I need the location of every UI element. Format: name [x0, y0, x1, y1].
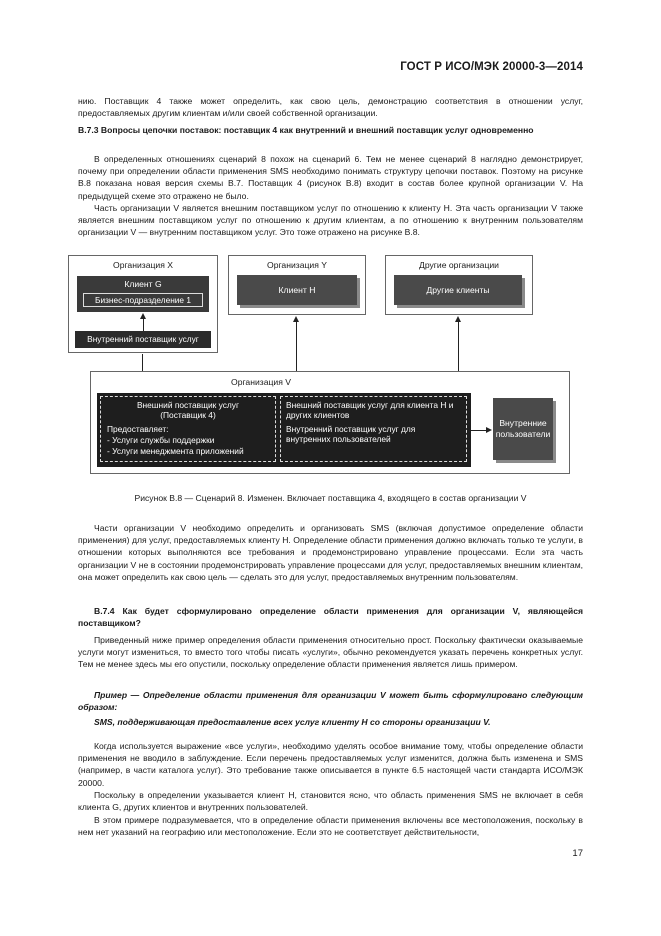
paragraph: Приведенный ниже пример определения области применения относительно прост. Поскольку фактически оказываемые услуги могут измениться, то вместо того чтобы писать «услуги», обычно рекомендуется указать перечень конкретных услуг. Тем не менее здесь мы его опустили, поскольку определение области применения является лишь примером. [78, 635, 583, 670]
paragraph: Часть организации V является внешним поставщиком услуг по отношению к клиенту Н. Эта часть организации V также является внешним поставщиком услуг по отношению к другим клиентам, а по отношению к внутренним пользователям организации V — внутренним поставщиком услуг. Это тоже отражено на рисунке В.8. [78, 203, 583, 238]
org-v-provider-block [97, 393, 471, 467]
paragraph: нию. Поставщик 4 также может определить, как свою цель, демонстрацию соответствия в отношении услуг, предоставляемых другим клиентам и/или своей собственной организации. [78, 96, 583, 119]
provides-item: - Услуги менеджмента приложений [107, 446, 244, 456]
client-h-box: Клиент Н [237, 275, 357, 305]
external-provider-4-section [100, 396, 276, 462]
example-text: SMS, поддерживающая предоставление всех услуг клиенту Н со стороны организации V. [94, 717, 491, 727]
arrow-up-icon [455, 316, 461, 322]
client-g-box [77, 276, 209, 312]
paragraph: В определенных отношениях сценарий 8 похож на сценарий 6. Тем не менее сценарий 8 наглядно демонстрирует, почему при определении области применения SMS необходимо понимать структуру цепочки поставок. Поэтому на рисунке В.8 показана новая версия схемы В.7. Поставщик 4 (рисунок В.8) входит в состав более крупной организации V. На предыдущей схеме это отражено не было. [78, 154, 583, 201]
section-heading-b74: В.7.4 Как будет сформулировано определение области применения для организации V, являющейся поставщиком? [78, 606, 583, 629]
ext-provider-h-label: Внешний поставщик услуг для клиента Н и других клиентов [286, 400, 454, 420]
arrow-up-icon [140, 313, 146, 319]
ext-provider-subtitle: (Поставщик 4) [160, 410, 216, 420]
other-clients-box: Другие клиенты [394, 275, 522, 305]
internal-users-box: Внутренние пользователи [493, 398, 553, 460]
provides-label: Предоставляет: [107, 424, 169, 434]
paragraph: Когда используется выражение «все услуги», необходимо уделять особое внимание тому, чтобы определение области применения не вводило в заблуждение. Если перечень предоставляемых услуг изменится, должна быть изменена и SMS (например, в части каталога услуг). Это требование также описывается в пункте 6.5 настоящей части стандарта ИСО/МЭК 20000. [78, 741, 583, 788]
org-y-box [228, 255, 366, 315]
org-x-box [68, 255, 218, 353]
paragraph: Части организации V необходимо определить и организовать SMS (включая допустимое определение области применения) для услуг, предоставляемых клиенту Н. Определение области применения должно включать только те услуги, в отношении которых выполняются все требования и продемонстрировано управление процессами. Если эта часть организации V не в состоянии продемонстрировать управление процессами для услуг, предоставляемых внешним клиентам, она может определить как свою цель — сделать это для услуг, предоставляемых внутренним пользователям. [78, 523, 583, 582]
arrow-right-icon [486, 427, 492, 433]
other-orgs-label: Другие организации [419, 260, 499, 270]
org-v-box [90, 371, 570, 474]
figure-caption: Рисунок В.8 — Сценарий 8. Изменен. Включает поставщика 4, входящего в состав организации V [134, 493, 527, 503]
paragraph: В этом примере подразумевается, что в определение области применения включены все местоположения, поскольку в нем нет указаний на географию или местоположение. Если это не соответствует действительности, [78, 815, 583, 838]
connector-line [471, 430, 487, 431]
client-g-label: Клиент G [124, 279, 162, 289]
diagram-figure-b8 [60, 250, 580, 480]
connector-line [143, 318, 144, 331]
arrow-up-icon [293, 316, 299, 322]
org-y-label: Организация Y [267, 260, 327, 270]
ext-provider-title: Внешний поставщик услуг [136, 400, 240, 410]
page-number: 17 [572, 848, 583, 859]
paragraph: Поскольку в определении указывается клиент Н, становится ясно, что область применения SMS не включает в себя клиента G, других клиентов и внутренних пользователей. [78, 790, 583, 813]
int-provider-users-label: Внутренний поставщик услуг для внутренних пользователей [286, 424, 416, 444]
document-header: ГОСТ Р ИСО/МЭК 20000-3—2014 [400, 61, 583, 73]
client-h-provider-section [280, 396, 467, 462]
section-heading-b73: В.7.3 Вопросы цепочки поставок: поставщик 4 как внутренний и внешний поставщик услуг одновременно [78, 125, 534, 135]
provides-item: - Услуги службы поддержки [107, 435, 215, 445]
internal-provider-box: Внутренний поставщик услуг [75, 331, 211, 348]
org-v-label: Организация V [231, 377, 291, 387]
other-orgs-box [385, 255, 533, 315]
org-x-label: Организация Х [113, 260, 173, 270]
example-title: Пример — Определение области применения для организации V может быть сформулировано следующим образом: [78, 690, 583, 713]
business-unit-label: Бизнес-подразделение 1 [83, 293, 203, 307]
